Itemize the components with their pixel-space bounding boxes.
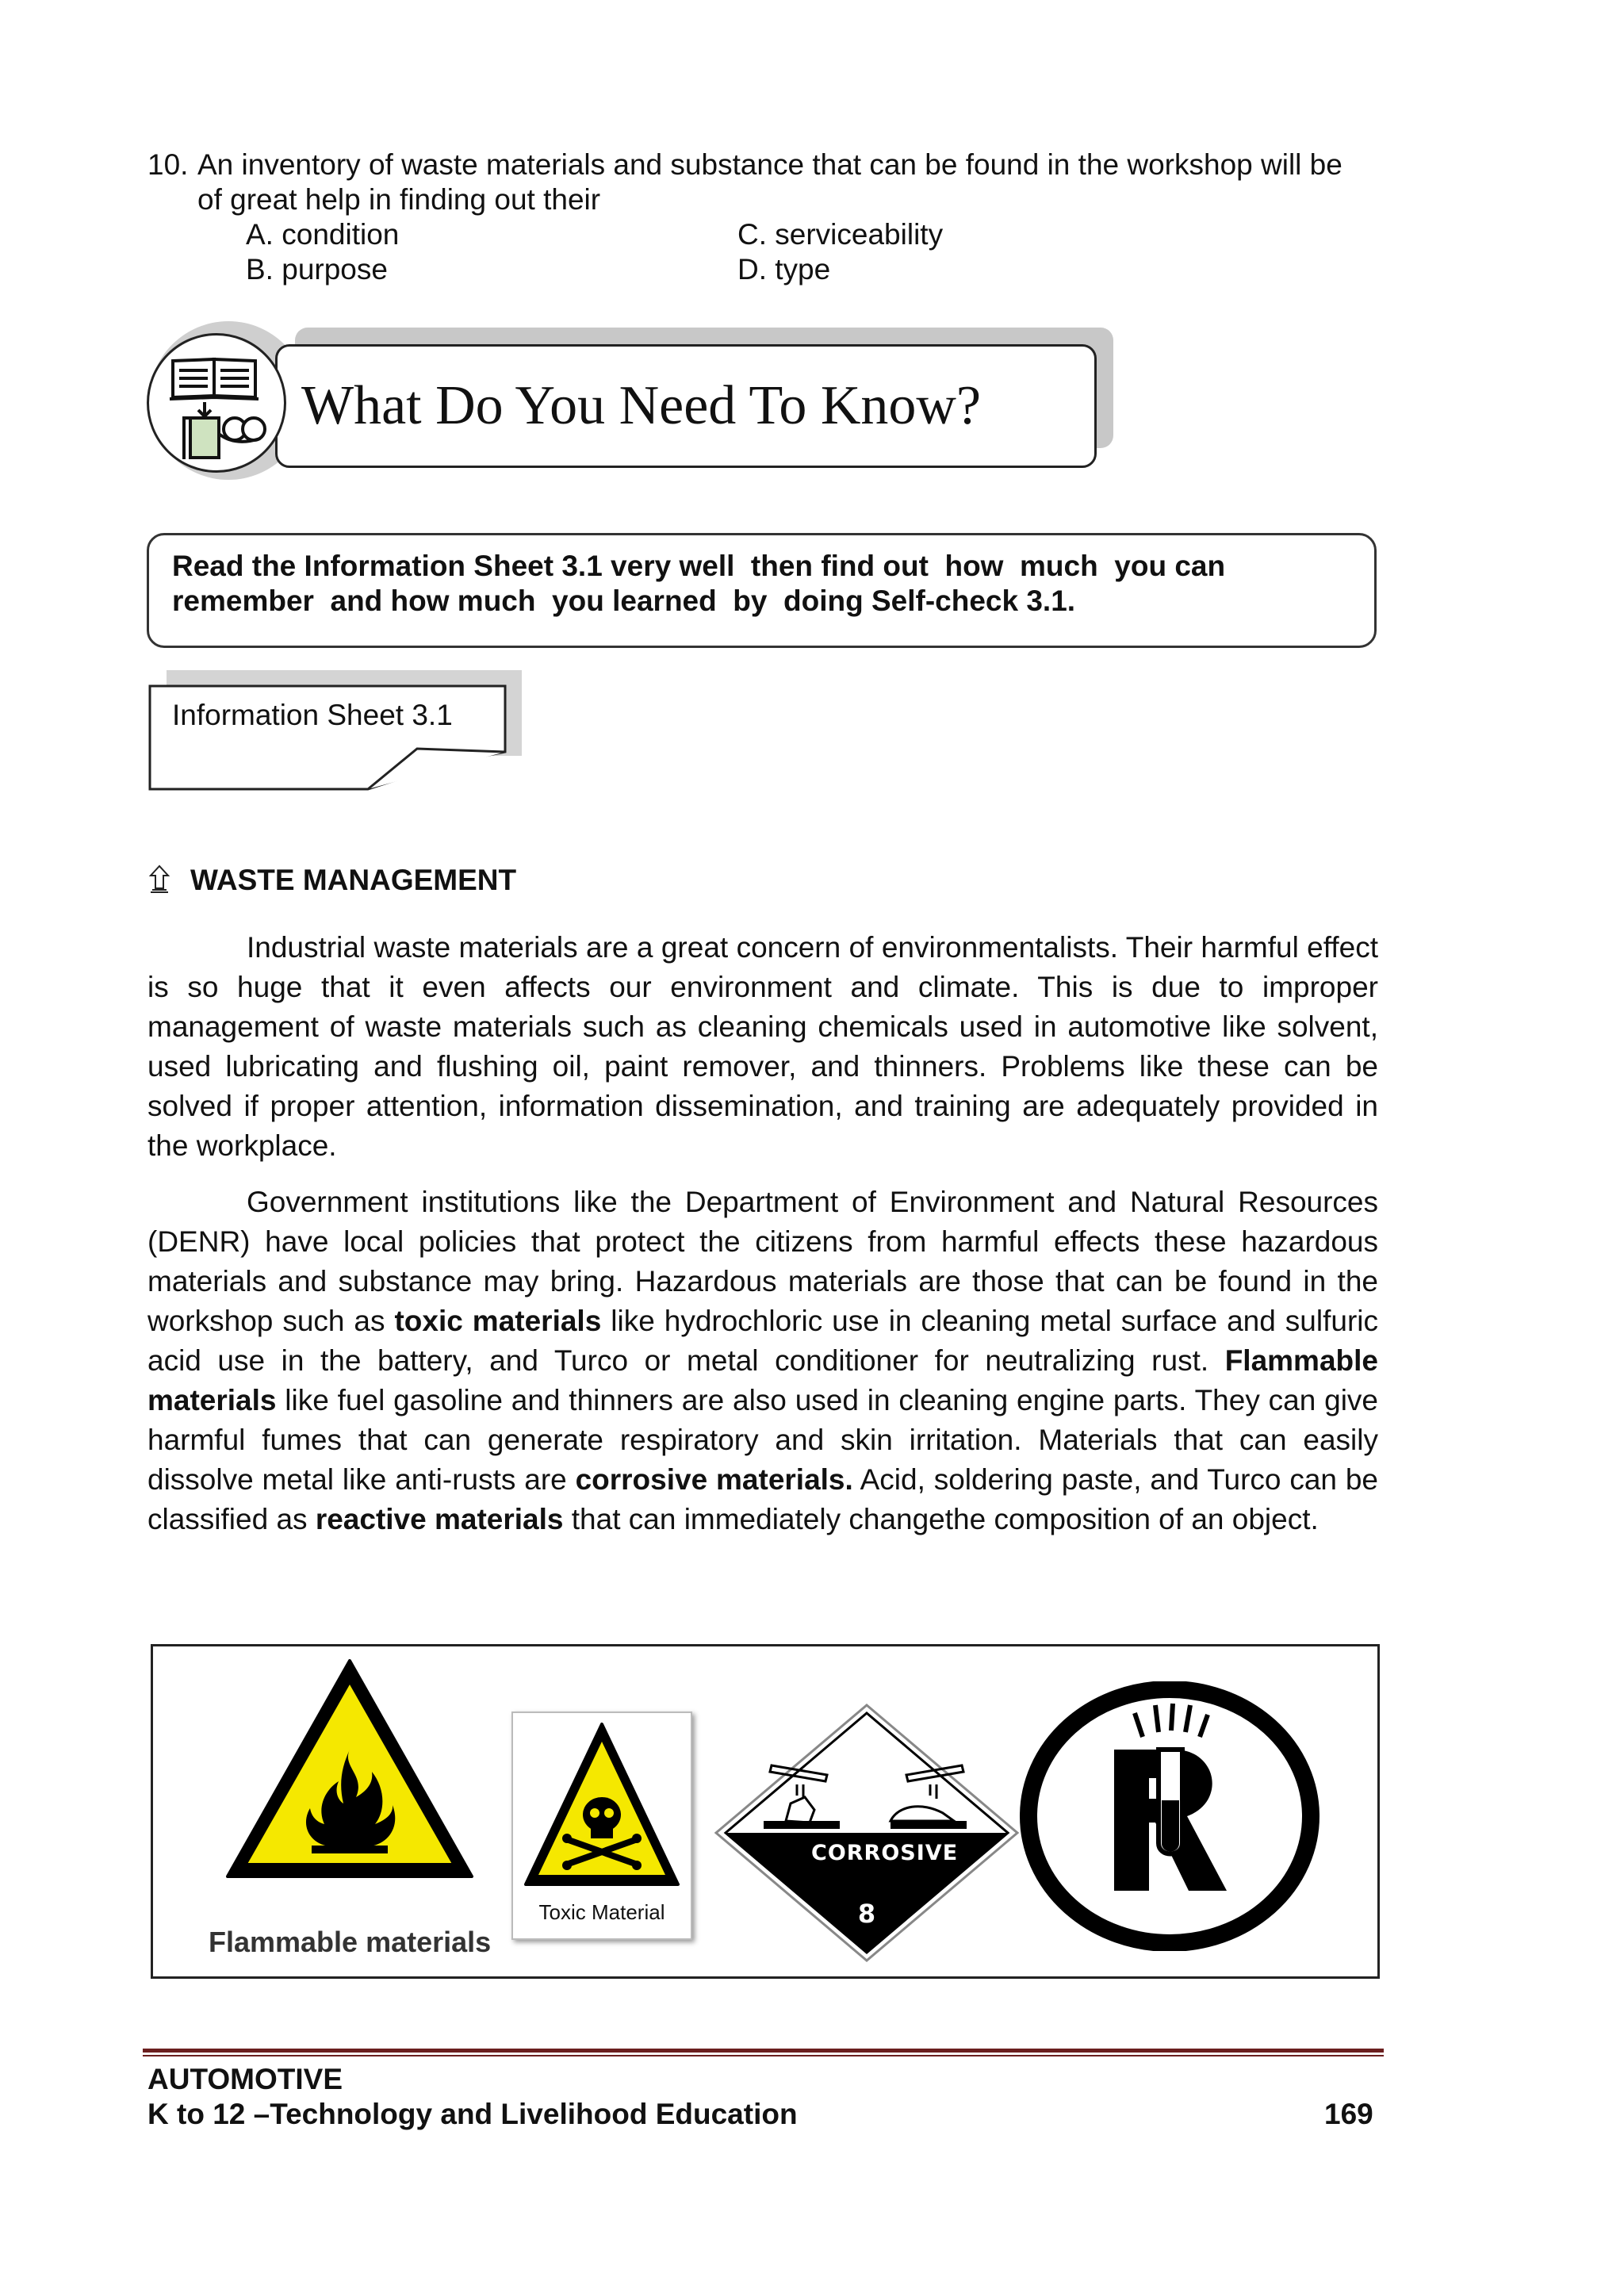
toxic-caption: Toxic Material (538, 1900, 665, 1924)
p2-text: like fuel gasoline and thinners are also used in cleaning engine parts. They can give harmful fumes that can generate respiratory and skin irritation. Materials that can easily dissolve metal like anti-rusts are (147, 1384, 1378, 1496)
banner-title: What Do You Need To Know? (301, 375, 982, 436)
instruction-text (172, 549, 1362, 619)
reactive-symbol-icon (1019, 1681, 1320, 1951)
p2-text: like hydrochloric use in cleaning metal surface and sulfuric acid use in the battery, and Turco or metal conditioner for neutralizing rust. (147, 1305, 1378, 1377)
option-text: condition (282, 218, 400, 251)
corrosive-class-number: 8 (857, 1899, 876, 1929)
paragraph-2 (147, 1182, 1378, 1539)
toxic-skull-icon (523, 1721, 681, 1895)
section-heading: WASTE MANAGEMENT (190, 864, 517, 896)
option-a (246, 217, 399, 252)
page-number: 169 (1324, 2098, 1373, 2130)
question-text-line1: An inventory of waste materials and substance that can be found in the workshop will be (197, 148, 1342, 181)
option-letter: A. (246, 218, 274, 251)
option-text: purpose (282, 253, 388, 286)
info-sheet-label: Information Sheet 3.1 (172, 699, 453, 731)
p2-bold-toxic: toxic materials (394, 1305, 602, 1337)
banner-icon-circle (147, 333, 286, 473)
p2-text: Acid, soldering paste, and Turco can be classified as (147, 1463, 1379, 1535)
footer-subject: AUTOMOTIVE (147, 2063, 343, 2095)
flammable-caption: Flammable materials (209, 1926, 492, 1958)
instruction-line2: remember and how much you learned by doing Self-check 3.1. (172, 585, 1076, 617)
option-text: serviceability (775, 218, 944, 251)
p2-bold-reactive: reactive materials (315, 1503, 564, 1535)
footer-course: K to 12 –Technology and Livelihood Education (147, 2098, 798, 2130)
option-letter: B. (246, 253, 274, 286)
footer-rule (143, 2049, 1384, 2053)
bullet-icon (147, 864, 171, 893)
p2-text: Government institutions like the Department of Environment and Natural Resources (DENR) have local policies that protect the citizens from harmful effects these hazardous materials and substance may bring. Hazardous materials are those that can be found in the workshop such as (147, 1186, 1378, 1337)
hazard-symbols-figure (151, 1644, 1380, 1979)
question-number: 10. (147, 148, 189, 181)
paragraph-1: Industrial waste materials are a great concern of environmentalists. Their harmful effect is so huge that it even affects our environment and climate. This is due to improper management of waste materials such as cleaning chemicals used in automotive like solvent, used lubricating and flushing oil, paint remover, and thinners. Problems like these can be solved if proper attention, information dissemination, and training are adequately provided in the workplace. (147, 931, 1378, 1162)
option-b (246, 252, 388, 287)
p2-bold-corrosive: corrosive materials. (575, 1463, 853, 1496)
option-d (737, 252, 830, 287)
option-letter: D. (737, 253, 767, 286)
flammable-symbol-icon (223, 1656, 477, 1886)
instruction-line1: Read the Information Sheet 3.1 very well then find out how much you can (172, 550, 1226, 582)
corrosive-label: CORROSIVE (811, 1841, 959, 1865)
question-text-line2: of great help in finding out their (197, 183, 601, 216)
footer-rule-thin (143, 2055, 1384, 2056)
toxic-symbol-card (511, 1711, 692, 1940)
option-text: type (775, 253, 831, 286)
p2-text: that can immediately changethe composition of an object. (563, 1503, 1319, 1535)
p2-bold-flammable: Flammable materials (147, 1344, 1378, 1416)
book-reader-icon (149, 335, 284, 470)
option-c (737, 217, 943, 252)
option-letter: C. (737, 218, 767, 251)
